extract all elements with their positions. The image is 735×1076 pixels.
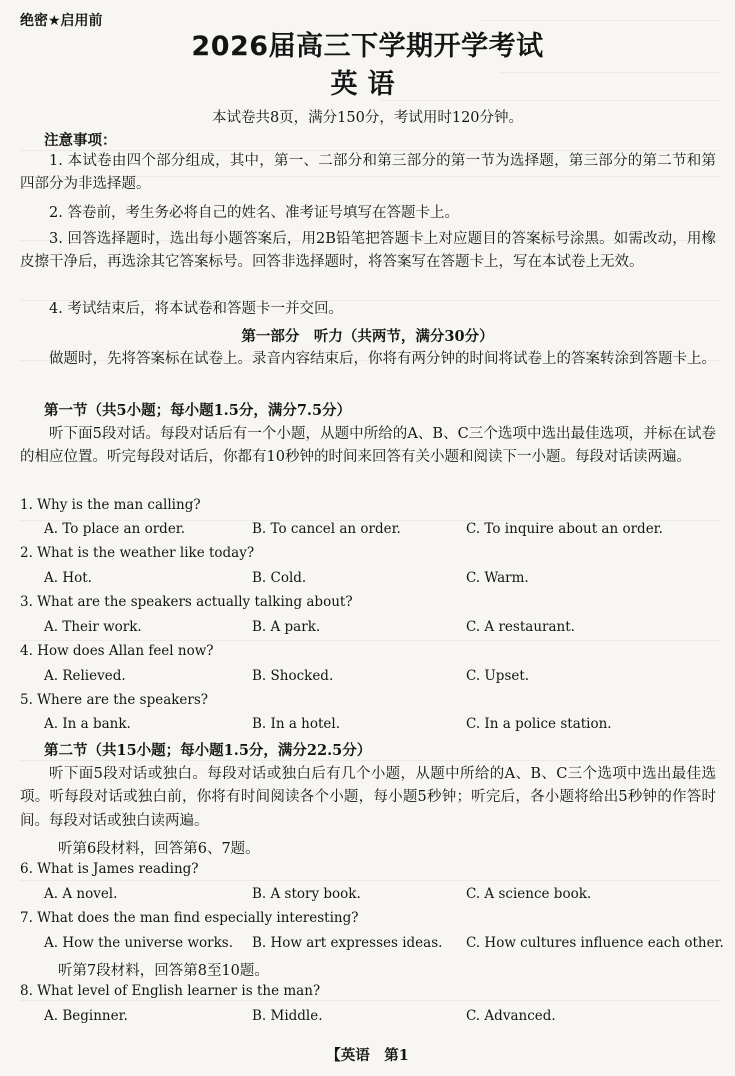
q3-option-b: B. A park. [252, 619, 321, 635]
exam-info: 本试卷共8页，满分150分，考试用时120分钟。 [211, 110, 524, 126]
q4-option-c: C. Upset. [466, 668, 530, 684]
q8-option-c: C. Advanced. [466, 1008, 556, 1024]
q3-option-c: C. A restaurant. [466, 619, 575, 635]
question-8: 8. What level of English learner is the man? [20, 983, 321, 999]
section2-intro: 听下面5段对话或独白。每段对话或独白后有几个小题，从题中所给的A、B、C三个选项中选出最佳选项。听每段对话或独白前，你将有时间阅读各个小题，每小题5秒钟；听完后，各小题将给出5秒钟的作答时间。每段对话或独白读两遍。 [20, 766, 716, 829]
confidential-label: 绝密★启用前 [20, 13, 103, 29]
notice-heading: 注意事项： [44, 132, 117, 149]
q4-option-a: A. Relieved. [44, 668, 126, 684]
q5-option-a: A. In a bank. [44, 716, 131, 732]
q1-option-a: A. To place an order. [44, 521, 186, 537]
q7-option-a: A. How the universe works. [44, 935, 233, 951]
exam-title: 2026届高三下学期开学考试 [191, 31, 544, 62]
q6-option-a: A. A novel. [44, 886, 118, 902]
question-4: 4. How does Allan feel now? [20, 643, 214, 659]
notice-item-4: 4. 考试结束后，将本试卷和答题卡一并交回。 [49, 301, 343, 317]
page-footer: 【英语 第1 [326, 1047, 409, 1064]
part1-intro: 做题时，先将答案标在试卷上。录音内容结束后，你将有两分钟的时间将试卷上的答案转涂到答题卡上。 [49, 351, 716, 367]
q5-option-b: B. In a hotel. [252, 716, 341, 732]
notice-item-3: 3. 回答选择题时，选出每小题答案后，用2B铅笔把答题卡上对应题目的答案标号涂黑。如需改动，用橡皮擦干净后，再选涂其它答案标号。回答非选择题时，将答案写在答题卡上，写在本试卷上无效。 [20, 231, 716, 271]
q4-option-b: B. Shocked. [252, 668, 334, 684]
q5-option-c: C. In a police station. [466, 716, 612, 732]
q7-option-b: B. How art expresses ideas. [252, 935, 443, 951]
q1-option-b: B. To cancel an order. [252, 521, 401, 537]
notice-item-1: 1. 本试卷由四个部分组成，其中，第一、二部分和第三部分的第一节为选择题，第三部分的第二节和第四部分为非选择题。 [20, 153, 716, 193]
q8-option-b: B. Middle. [252, 1008, 323, 1024]
q2-option-c: C. Warm. [466, 570, 529, 586]
notice-item-2: 2. 答卷前，考生务必将自己的姓名、准考证号填写在答题卡上。 [49, 205, 459, 221]
subject-title: 英语 [330, 69, 405, 100]
material-6: 听第6段材料，回答第6、7题。 [58, 841, 260, 857]
q2-option-b: B. Cold. [252, 570, 307, 586]
section1-intro: 听下面5段对话。每段对话后有一个小题，从题中所给的A、B、C三个选项中选出最佳选项，并标在试卷的相应位置。听完每段对话后，你都有10秒钟的时间来回答有关小题和阅读下一小题。每段对话读两遍。 [20, 426, 716, 466]
question-6: 6. What is James reading? [20, 861, 199, 877]
q6-option-b: B. A story book. [252, 886, 361, 902]
question-5: 5. Where are the speakers? [20, 692, 209, 708]
q1-option-c: C. To inquire about an order. [466, 521, 663, 537]
material-7: 听第7段材料，回答第8至10题。 [58, 963, 269, 979]
q2-option-a: A. Hot. [44, 570, 92, 586]
section1-heading: 第一节（共5小题；每小题1.5分，满分7.5分） [44, 402, 352, 419]
q8-option-a: A. Beginner. [44, 1008, 128, 1024]
q3-option-a: A. Their work. [44, 619, 142, 635]
part1-heading: 第一部分 听力（共两节，满分30分） [241, 328, 494, 345]
section2-heading: 第二节（共15小题；每小题1.5分，满分22.5分） [44, 742, 372, 759]
question-2: 2. What is the weather like today? [20, 545, 255, 561]
question-1: 1. Why is the man calling? [20, 497, 201, 513]
question-3: 3. What are the speakers actually talking about? [20, 594, 353, 610]
q7-option-c: C. How cultures influence each other. [466, 935, 724, 951]
question-7: 7. What does the man find especially interesting? [20, 910, 359, 926]
q6-option-c: C. A science book. [466, 886, 592, 902]
